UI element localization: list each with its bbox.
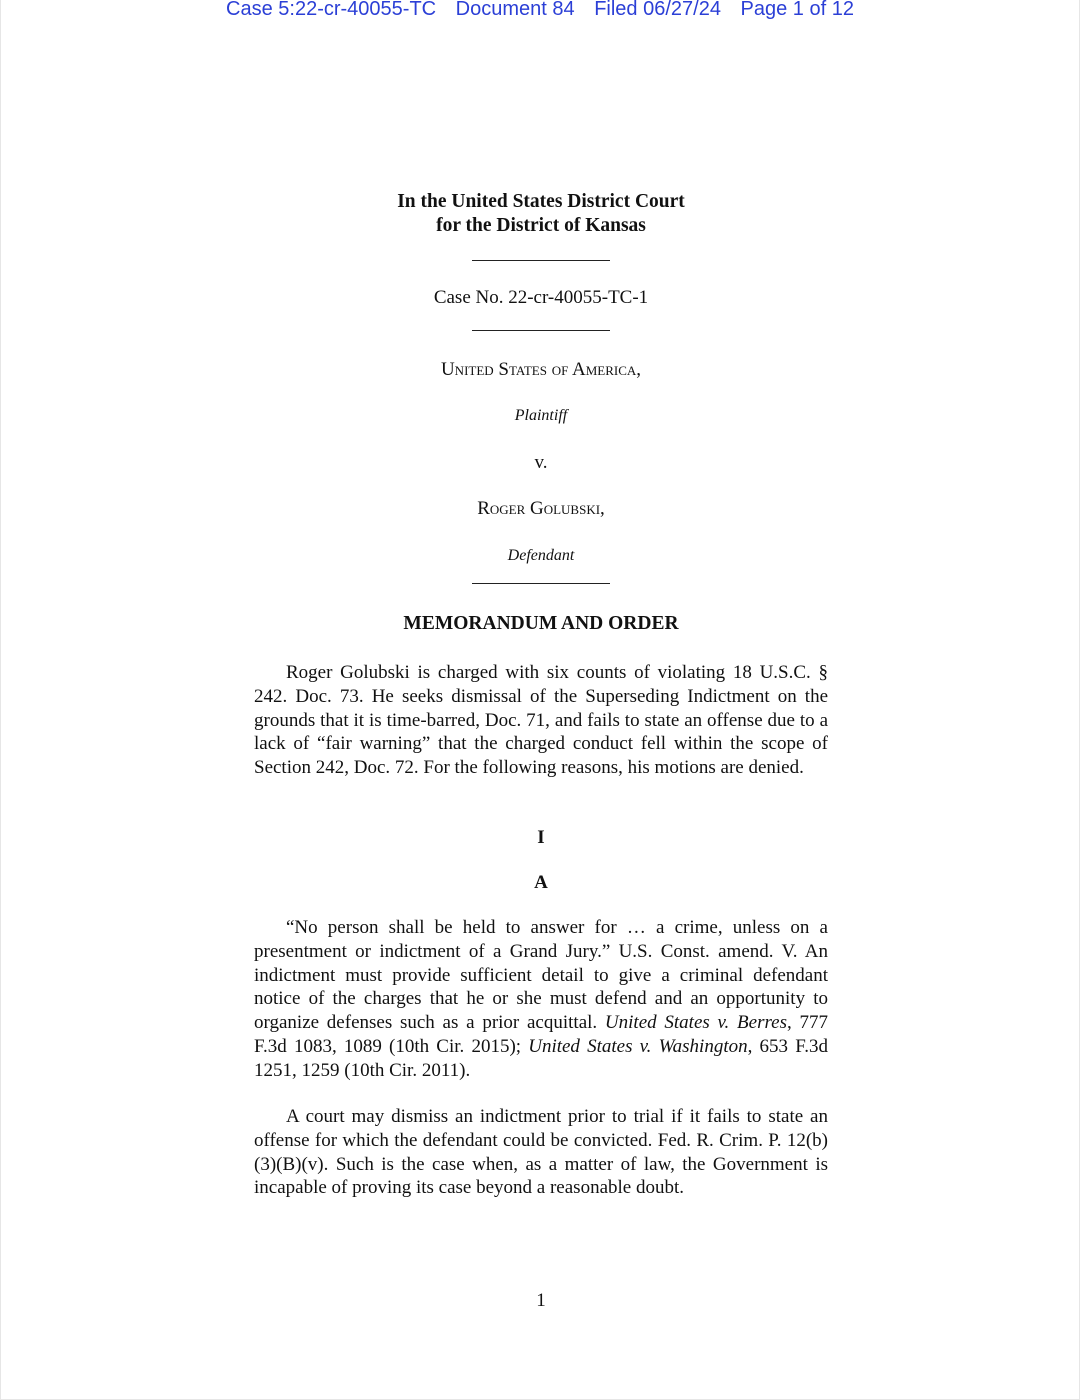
case-citation-washington: United States v. Washington xyxy=(528,1035,748,1057)
dismissal-paragraph: A court may dismiss an indictment prior to trial if it fails to state an offense for which the defendant could be convicted. Fed. R. Crim. P. 12(b)(3)(B)(v). Such is the case when, as a matter of law, the Government is incapable of proving its case beyond a reasonable doubt. xyxy=(254,1106,828,1199)
section-heading: I xyxy=(537,827,545,848)
ecf-filed-date: Filed 06/27/24 xyxy=(594,0,721,20)
ecf-document-number: Document 84 xyxy=(455,0,575,20)
divider-rule-2 xyxy=(472,330,610,331)
ecf-page-count: Page 1 of 12 xyxy=(740,0,854,20)
ecf-case-number: Case 5:22-cr-40055-TC xyxy=(226,0,437,20)
plaintiff-name: United States of America, xyxy=(440,359,642,380)
court-name xyxy=(254,190,828,238)
divider-rule-1 xyxy=(472,260,610,261)
defendant-role: Defendant xyxy=(507,547,575,564)
ecf-filing-header xyxy=(0,0,1080,21)
case-number: Case No. 22-cr-40055-TC-1 xyxy=(433,287,649,308)
defendant-name: Roger Golubski, xyxy=(477,498,605,519)
court-name-line2: for the District of Kansas xyxy=(436,215,646,236)
subsection-heading: A xyxy=(534,872,548,893)
case-citation-berres: United States v. Berres xyxy=(604,1012,787,1034)
page-number: 1 xyxy=(536,1290,546,1311)
paragraph-text: “No person shall be held to answer for … a crime, unless on a presentment or indictment of a Grand Jury.” U.S. Const. amend. V. An indictment must provide sufficient detail to give a criminal defendant notice of the charges that he or she must defend and an opportunity to organize defenses such as a prior acquittal. xyxy=(254,917,828,1034)
plaintiff-role: Plaintiff xyxy=(514,407,568,424)
court-name-line1: In the United States District Court xyxy=(397,191,685,212)
intro-paragraph: Roger Golubski is charged with six counts of violating 18 U.S.C. § 242. Doc. 73. He seeks dismissal of the Superseding Indictment on the grounds that it is time-barred, Doc. 71, and fails to state an offense due to a lack of “fair warning” that the charged conduct fell within the scope of Section 242, Doc. 72. For the following reasons, his motions are denied. xyxy=(254,662,828,779)
versus: v. xyxy=(534,452,548,473)
page-left-edge xyxy=(0,0,1,1400)
fifth-amendment-paragraph xyxy=(254,916,828,1083)
paragraph-text: , 777 F.3d 1083, 1089 (10th Cir. 2015); xyxy=(254,1012,828,1057)
paragraph-text: , 653 F.3d 1251, 1259 (10th Cir. 2011). xyxy=(254,1035,828,1081)
document-title: MEMORANDUM AND ORDER xyxy=(403,613,679,634)
divider-rule-3 xyxy=(472,583,610,584)
